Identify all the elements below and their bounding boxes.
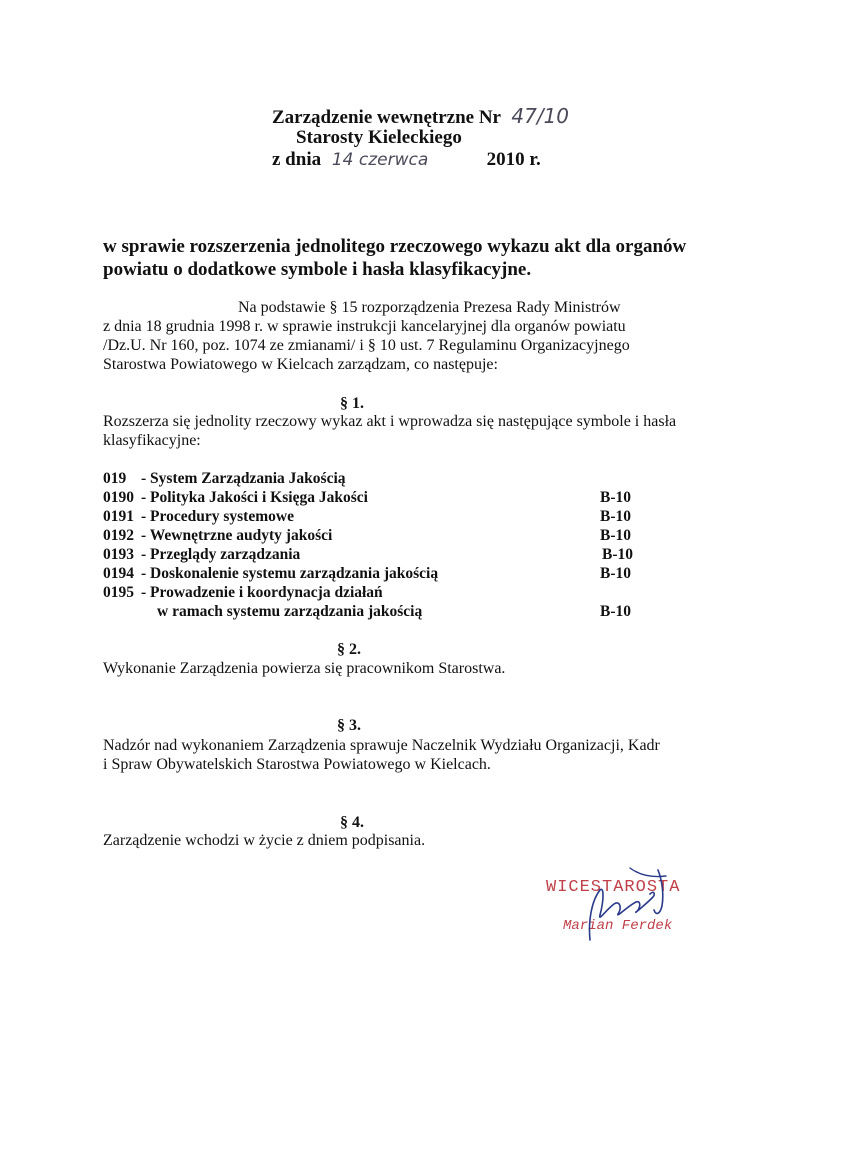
stamp-title: WICESTAROSTA (546, 878, 681, 897)
section-3-heading: § 3. (337, 717, 361, 734)
symbol-row (103, 508, 294, 526)
symbol-title: - Polityka Jakości i Księga Jakości (141, 489, 368, 506)
date-prefix: z dnia (272, 149, 322, 170)
symbol-title: - Procedury systemowe (141, 508, 294, 525)
symbol-code: 0194 (103, 565, 134, 582)
preamble-line-3: /Dz.U. Nr 160, poz. 1074 ze zmianami/ i § 10 ust. 7 Regulaminu Organizacyjnego (103, 337, 630, 354)
section-4-text: Zarządzenie wchodzi w życie z dniem podpisania. (103, 832, 426, 849)
order-number-handwritten: 47/10 (511, 104, 570, 128)
date-handwritten: 14 czerwca (331, 150, 429, 170)
preamble-line-2: z dnia 18 grudnia 1998 r. w sprawie instrukcji kancelaryjnej dla organów powiatu (103, 318, 626, 335)
section-1-heading: § 1. (340, 395, 364, 412)
symbol-code: 0192 (103, 527, 134, 544)
symbol-code: 0191 (103, 508, 134, 525)
subject-line-1: w sprawie rozszerzenia jednolitego rzeczowego wykazu akt dla organów (103, 236, 687, 257)
symbol-code: 0190 (103, 489, 134, 506)
section-4-heading: § 4. (340, 814, 364, 831)
symbol-title: - Wewnętrzne audyty jakości (141, 527, 333, 544)
symbol-row (103, 489, 368, 507)
symbol-category: B-10 (600, 565, 631, 582)
symbol-row (103, 546, 300, 564)
subject-line-2: powiatu o dodatkowe symbole i hasła klasyfikacyjne. (103, 259, 532, 280)
symbol-row (103, 527, 332, 545)
symbol-row (103, 565, 438, 583)
stamp-name: Marian Ferdek (563, 918, 673, 934)
symbol-category: B-10 (600, 508, 631, 525)
symbol-code: 0195 (103, 584, 134, 601)
symbol-code: 019 (103, 470, 127, 487)
preamble-line-4: Starostwa Powiatowego w Kielcach zarządzam, co następuje: (103, 356, 498, 373)
symbol-category: B-10 (600, 527, 631, 544)
section-1-text-line-2: klasyfikacyjne: (103, 432, 201, 449)
section-3-text-line-1: Nadzór nad wykonaniem Zarządzenia sprawuje Naczelnik Wydziału Organizacji, Kadr (103, 737, 660, 754)
symbol-title: w ramach systemu zarządzania jakością (157, 603, 423, 620)
date-line (272, 149, 541, 171)
order-title-prefix: Zarządzenie wewnętrzne Nr (272, 107, 501, 128)
symbol-category: B-10 (600, 489, 631, 506)
section-2-text: Wykonanie Zarządzenia powierza się pracownikom Starostwa. (103, 660, 506, 677)
date-year: 2010 r. (486, 149, 541, 170)
preamble-line-1: Na podstawie § 15 rozporządzenia Prezesa Rady Ministrów (238, 299, 621, 316)
symbol-title: - System Zarządzania Jakością (141, 470, 346, 487)
section-3-text-line-2: i Spraw Obywatelskich Starostwa Powiatowego w Kielcach. (103, 756, 491, 773)
symbol-title: - Przeglądy zarządzania (141, 546, 301, 563)
symbol-title: - Doskonalenie systemu zarządzania jakością (141, 565, 439, 582)
symbol-code: 0193 (103, 546, 134, 563)
symbol-category: B-10 (600, 603, 631, 620)
handwritten-signature-icon (570, 860, 690, 950)
symbol-row (103, 584, 383, 602)
symbol-row (103, 470, 346, 488)
symbol-row-continuation (157, 603, 422, 621)
symbol-title: - Prowadzenie i koordynacja działań (141, 584, 383, 601)
order-title-line (272, 104, 569, 129)
issuer-line: Starosty Kieleckiego (296, 127, 462, 148)
section-2-heading: § 2. (337, 641, 361, 658)
symbol-category: B-10 (602, 546, 633, 563)
section-1-text-line-1: Rozszerza się jednolity rzeczowy wykaz akt i wprowadza się następujące symbole i hasła (103, 413, 677, 430)
